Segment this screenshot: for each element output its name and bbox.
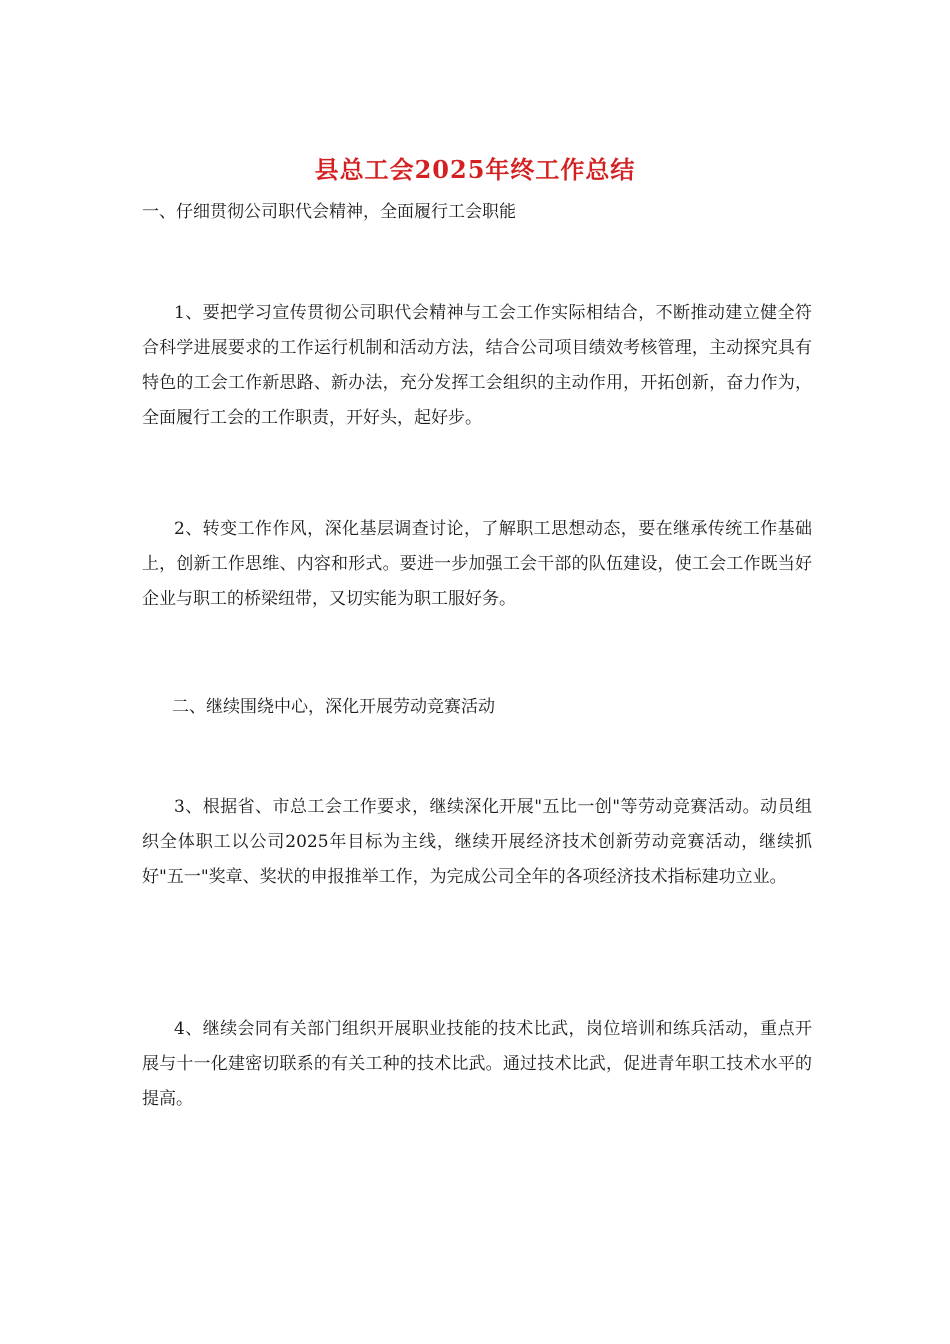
- paragraph-4: 4、继续会同有关部门组织开展职业技能的技术比武，岗位培训和练兵活动，重点开展与十一化建密切联系的有关工种的技术比武。通过技术比武，促进青年职工技术水平的提高。: [142, 1019, 812, 1109]
- paragraph-2: 2、转变工作作风，深化基层调查讨论，了解职工思想动态，要在继承传统工作基础上，创新工作思维、内容和形式。要进一步加强工会干部的队伍建设，使工会工作既当好企业与职工的桥梁纽带，又切实能为职工服好务。: [142, 519, 812, 609]
- paragraph-1: 1、要把学习宣传贯彻公司职代会精神与工会工作实际相结合，不断推动建立健全符合科学进展要求的工作运行机制和活动方法，结合公司项目绩效考核管理，主动探究具有特色的工会工作新思路、新办法，充分发挥工会组织的主动作用，开拓创新，奋力作为，全面履行工会的工作职责，开好头，起好步。: [142, 303, 812, 428]
- section-heading-1: 一、仔细贯彻公司职代会精神，全面履行工会职能: [142, 202, 516, 222]
- document-title: 县总工会2025年终工作总结: [314, 155, 636, 184]
- section-heading-2: 二、继续围绕中心，深化开展劳动竞赛活动: [172, 697, 495, 717]
- paragraph-3: 3、根据省、市总工会工作要求，继续深化开展"五比一创"等劳动竞赛活动。动员组织全体职工以公司2025年目标为主线，继续开展经济技术创新劳动竞赛活动，继续抓好"五一"奖章、奖状的申报推举工作，为完成公司全年的各项经济技术指标建功立业。: [142, 797, 812, 887]
